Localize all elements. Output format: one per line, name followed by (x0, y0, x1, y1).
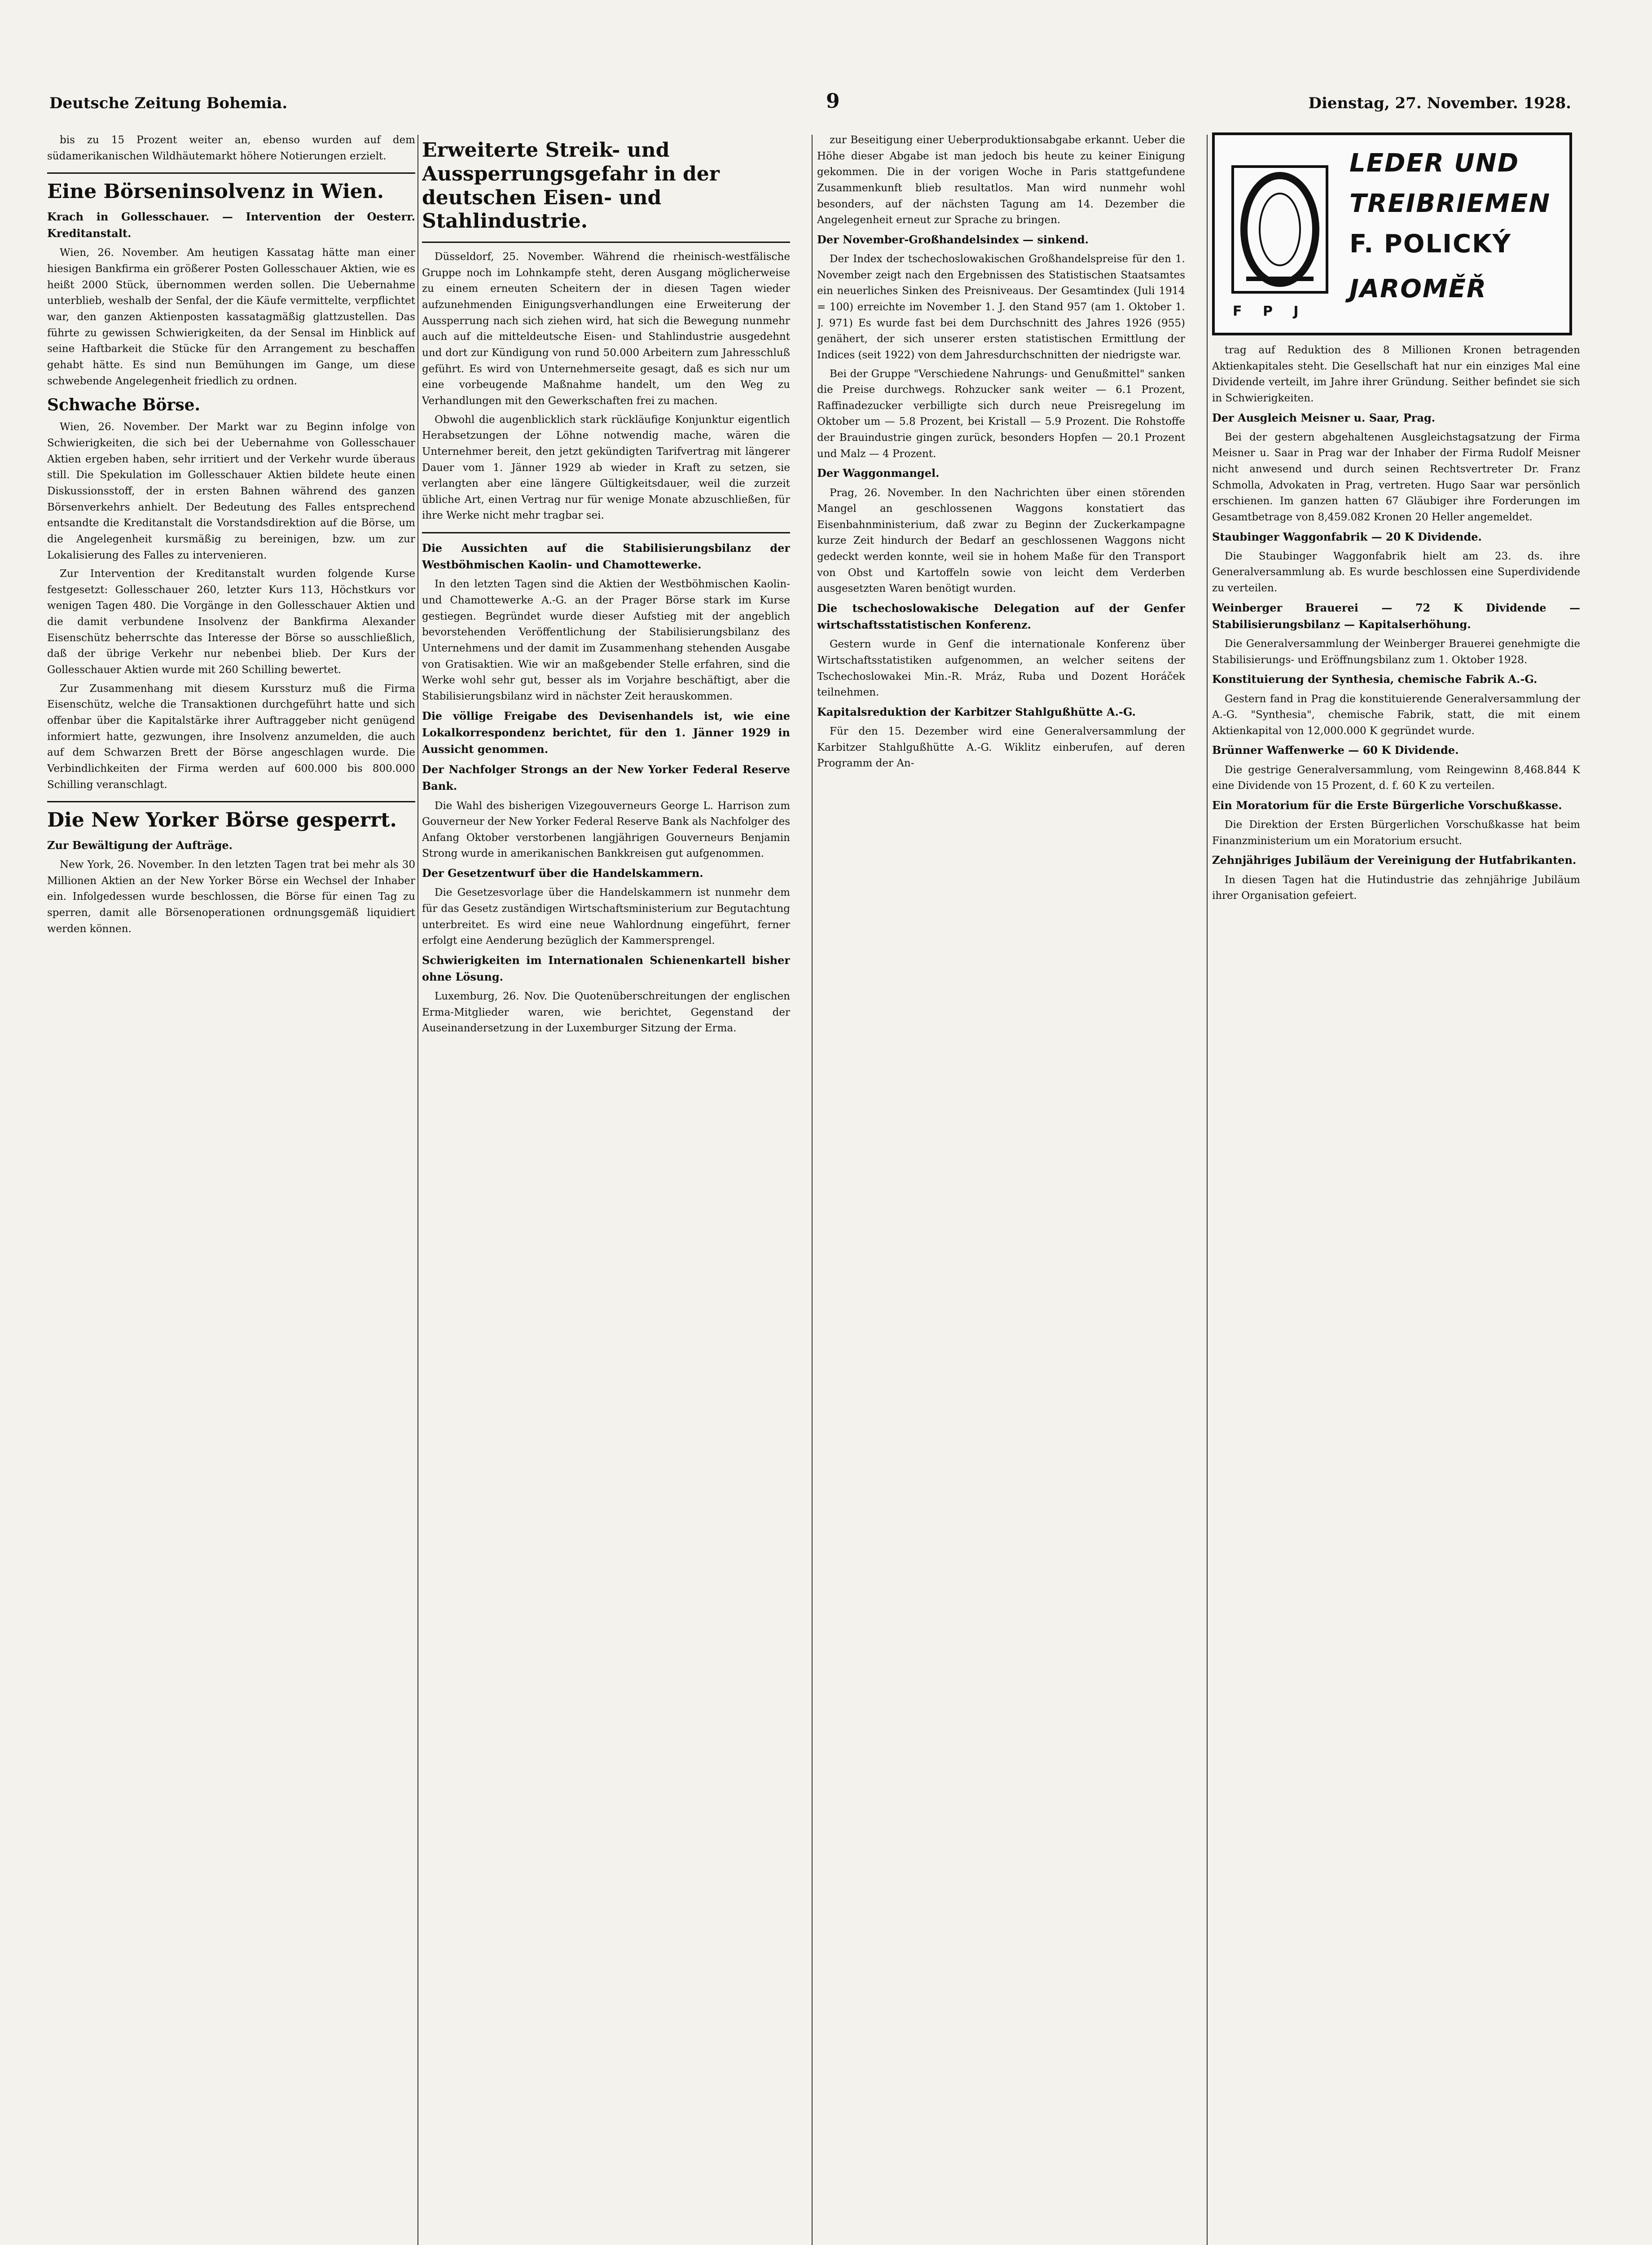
article-body: Bei der gestern abgehaltenen Ausgleichstagsatzung der Firma Meisner u. Saar in Prag war der Inhaber der Firma Rudolf Meisner nicht anwesend und durch seinen Rechtsvertreter Dr. Franz Schmolla, Advokaten in Prag, vertreten. Hugo Saar war persönlich erschienen. Im ganzen hatten 67 Gläubiger ihre Forderungen im Gesamtbetrage von 8,459.082 Kronen 20 Heller angemeldet. (1212, 431, 1580, 523)
headline-waggonmangel: Der Waggonmangel. (817, 467, 940, 480)
column-4 (1212, 132, 1580, 2245)
column-divider (812, 135, 813, 2245)
headline-grosshandelsindex: Der November-Großhandelsindex — sinkend. (817, 233, 1089, 246)
article-body: In den letzten Tagen sind die Aktien der Westböhmischen Kaolin- und Chamottewerke A.-G. an der Prager Börse stark im Kurse gestiegen. Begründet wurde dieser Aufstieg mit der angeblich bevorstehenden Veröffentlichung der Stabilisierungsbilanz des Unternehmens und der damit im Zusammenhang stehenden Ausgabe von Gratisaktien. Wie wir an maßgebender Stelle erfahren, sind die Werke wohl sehr gut, besser als im Vorjahre beschäftigt, aber die Stabilisierungsbilanz wird in nächster Zeit herauskommen. (422, 578, 790, 702)
article-body: Gestern fand in Prag die konstituierende Generalversammlung der A.-G. "Synthesia", chemische Fabrik, statt, die mit einem Aktienkapital von 12,000.000 K gegründet wurde. (1212, 693, 1580, 737)
headline-schwache-boerse: Schwache Börse. (47, 396, 201, 415)
headline-genfer-konferenz: Die tschechoslowakische Delegation auf der Genfer wirtschaftsstatistischen Konferenz. (817, 602, 1185, 632)
column-divider (417, 135, 418, 2245)
article-body: Düsseldorf, 25. November. Während die rheinisch-westfälische Gruppe noch im Lohnkampfe steht, deren Ausgang möglicherweise zu einem erneuten Scheitern der in diesen Tagen wieder aufzunehmenden Einigungsverhandlungen eine Erweiterung der Aussperrung nach sich ziehen wird, hat sich die Bewegung nunmehr auch auf die mitteldeutsche Eisen- und Stahlindustrie ausgedehnt und dort zur Kündigung von rund 50.000 Arbeitern zum Jahresschluß geführt. Es wird von Unternehmerseite gesagt, daß es sich nur um eine vorbeugende Maßnahme handelt, um den Weg zu Verhandlungen mit den Gewerkschaften frei zu machen. (422, 251, 790, 407)
headline-handelskammern: Der Gesetzentwurf über die Handelskammern. (422, 867, 703, 880)
article-body: In diesen Tagen hat die Hutindustrie das zehnjährige Jubiläum ihrer Organisation gefeiert. (1212, 874, 1580, 902)
newspaper-name: Deutsche Zeitung Bohemia. (49, 94, 288, 112)
article-body: Die Wahl des bisherigen Vizegouverneurs George L. Harrison zum Gouverneur der New Yorker Federal Reserve Bank als Nachfolger des Anfang Oktober verstorbenen langjährigen Gouverneurs Benjamin Strong wurde in amerikanischen Bankkreisen gut aufgenommen. (422, 800, 790, 860)
headline-hutfabrikanten: Zehnjähriges Jubiläum der Vereinigung der Hutfabrikanten. (1212, 854, 1577, 867)
article-continuation: bis zu 15 Prozent weiter an, ebenso wurden auf dem südamerikanischen Wildhäutemarkt höhere Notierungen erzielt. (47, 134, 415, 162)
article-body: Obwohl die augenblicklich stark rückläufige Konjunktur eigentlich Herabsetzungen der Löhne notwendig mache, wären die Unternehmer bereit, den jetzt gekündigten Tarifvertrag mit längerer Dauer vom 1. Jänner 1929 ab wieder in Kraft zu setzen, sie verlangten aber eine längere Gültigkeitsdauer, weil die zurzeit übliche Art, einen Vertrag nur für wenige Monate abzuschließen, für ihre Werke nicht mehr tragbar sei. (422, 414, 790, 522)
subheadline: Zur Bewältigung der Aufträge. (47, 838, 233, 852)
page-header (45, 90, 1571, 121)
article-body: New York, 26. November. In den letzten Tagen trat bei mehr als 30 Millionen Aktien an der New Yorker Börse ein Wechsel der Inhaber ein. Infolgedessen wurde beschlossen, die Börse für einen Tag zu sperren, damit alle Börsenoperationen ordnungsgemäß liquidiert werden können. (47, 859, 415, 935)
headline-waggonfabrik: Staubinger Waggonfabrik — 20 K Dividende. (1212, 530, 1482, 543)
issue-date: Dienstag, 27. November. 1928. (1308, 94, 1571, 112)
subheadline: Krach in Gollesschauer. — Intervention der Oesterr. Kreditanstalt. (47, 210, 415, 240)
column-2 (422, 132, 790, 2245)
column-1 (47, 132, 415, 2245)
headline-schienenkartell: Schwierigkeiten im Internationalen Schienenkartell bisher ohne Lösung. (422, 953, 790, 984)
article-body: Die gestrige Generalversammlung, vom Reingewinn 8,468.844 K eine Dividende von 15 Prozent, d. f. 60 K zu verteilen. (1212, 764, 1580, 792)
headline-meisner-saar: Der Ausgleich Meisner u. Saar, Prag. (1212, 411, 1436, 424)
headline-new-yorker-boerse: Die New Yorker Börse gesperrt. (47, 809, 397, 832)
headline-karbitzer-stahlguss: Kapitalsreduktion der Karbitzer Stahlgußhütte A.-G. (817, 705, 1136, 718)
divider (47, 172, 415, 174)
headline-boerseninsolvenz: Eine Börseninsolvenz in Wien. (47, 180, 384, 203)
headline-vorschusskasse: Ein Moratorium für die Erste Bürgerliche Vorschußkasse. (1212, 798, 1562, 812)
article-body: Die Direktion der Ersten Bürgerlichen Vorschußkasse hat beim Finanzministerium um ein Moratorium ersucht. (1212, 819, 1580, 847)
headline-devisenhandel: Die völlige Freigabe des Devisenhandels ist, wie eine Lokalkorrespondenz berichtet, für den 1. Jänner 1929 in Aussicht genommen. (422, 709, 790, 756)
article-body: Zur Intervention der Kreditanstalt wurden folgende Kurse festgesetzt: Gollesschauer 260, letzter Kurs 113, Höchstkurs vor wenigen Tagen 480. Die Vorgänge in den Gollesschauer Aktien und die damit verbundene Insolvenz der Bankfirma Alexander Eisenschütz beherrschte das Interesse der Börse so ausschließlich, daß der übrige Verkehr nur nebenbei blieb. Der Kurs der Gollesschauer Aktien wurde mit 260 Schilling bewertet. (47, 568, 415, 676)
article-body: Wien, 26. November. Am heutigen Kassatag hätte man einer hiesigen Bankfirma ein größerer Posten Gollesschauer Aktien, wie es heißt 2000 Stück, übernommen werden sollen. Die Uebernahme unterblieb, weshalb der Senfal, der die Käufe vermittelte, verpflichtet war, den ganzen Aktienposten kassatagmäßig glattzustellen. Das führte zu gewissen Schwierigkeiten, da der Sensal im Hinblick auf seine Haftbarkeit die Stücke für den Arrangement zu beschaffen gehabt hätte. Es sind nun Bemühungen im Gange, um diese schwebende Angelegenheit friedlich zu ordnen. (47, 247, 415, 387)
advertisement (1212, 132, 1572, 335)
article-body: Gestern wurde in Genf die internationale Konferenz über Wirtschaftsstatistiken aufgenommen, an welcher seitens der Tschechoslowakei Min.-R. Mráz, Ruba und Dozent Horáček teilnehmen. (817, 638, 1185, 699)
headline-waffenwerke: Brünner Waffenwerke — 60 K Dividende. (1212, 744, 1459, 757)
divider (47, 801, 415, 802)
ad-text: LEDER UND (1349, 149, 1520, 178)
headline-weinberger-brauerei: Weinberger Brauerei — 72 K Dividende — Stabilisierungsbilanz — Kapitalserhöhung. (1212, 601, 1580, 631)
ad-text: F. POLICKÝ (1349, 229, 1512, 259)
article-body: Die Gesetzesvorlage über die Handelskammern ist nunmehr dem für das Gesetz zuständigen Wirtschaftsministerium zur Begutachtung unterbreitet. Es wird eine neue Wahlordnung eingeführt, ferner erfolgt eine Aenderung bezüglich der Kammersprengel. (422, 887, 790, 947)
leather-belt-logo-icon (1228, 162, 1331, 297)
article-body: Der Index der tschechoslowakischen Großhandelspreise für den 1. November zeigt nach den Ergebnissen des Statistischen Staatsamtes ein neuerliches Sinken des Preisniveaus. Der Gesamtindex (Juli 1914 = 100) erreichte im November 1. J. den Stand 957 (am 1. Oktober 1. J. 971) Es wurde fast bei dem Durchschnitt des Jahres 1926 (955) genähert, der sich unserer ersten statistischen Ermittlung der Indices (seit 1922) von dem Jahresdurchschnitten der niedrigste war. (817, 253, 1185, 361)
article-body: Die Staubinger Waggonfabrik hielt am 23. ds. ihre Generalversammlung ab. Es wurde beschlossen eine Superdividende zu verteilen. (1212, 550, 1580, 594)
article-body: Wien, 26. November. Der Markt war zu Beginn infolge von Schwierigkeiten, die sich bei der Uebernahme von Gollesschauer Aktien ergeben haben, sehr irritiert und der Verkehr wurde überaus still. Die Spekulation im Gollesschauer Aktien bildete heute einen Diskussionsstoff, der in ersten Bahnen während des ganzen Börsenverkehrs anhielt. Der Bedeutung des Falles entsprechend entsandte die Kreditanstalt die Vorstandsdirektion auf die Börse, um die Angelegenheit kursmäßig zu bereinigen, bzw. um zur Lokalisierung des Falles zu intervenieren. (47, 421, 415, 561)
headline-synthesia: Konstituierung der Synthesia, chemische Fabrik A.-G. (1212, 673, 1538, 686)
ad-text: TREIBRIEMEN (1349, 189, 1551, 218)
column-divider (1207, 135, 1208, 2245)
article-body: Bei der Gruppe "Verschiedene Nahrungs- und Genußmittel" sanken die Preise durchwegs. Rohzucker sank weiter — 6.1 Prozent, Raffinadezucker verbilligte sich durch neue Preisregelung im Oktober um — 5.8 Prozent, bei Kristall — 5.9 Prozent. Die Rohstoffe der Brauindustrie gingen zurück, besonders Hopfen — 20.1 Prozent und Malz — 4 Prozent. (817, 368, 1185, 460)
article-body: Die Generalversammlung der Weinberger Brauerei genehmigte die Stabilisierungs- und Eröffnungsbilanz zum 1. Oktober 1928. (1212, 638, 1580, 666)
article-body: Prag, 26. November. In den Nachrichten über einen störenden Mangel an geschlossenen Waggons konstatiert das Eisenbahnministerium, daß zwar zu Beginn der Zuckerkampagne kurze Zeit hindurch der Bedarf an geschlossenen Waggons nicht gedeckt werden konnte, weil sie in hohem Maße für den Transport von Obst und Kartoffeln sowie von leicht dem Verderben ausgesetzten Waren benötigt wurden. (817, 487, 1185, 595)
article-continuation: zur Beseitigung einer Ueberproduktionsabgabe erkannt. Ueber die Höhe dieser Abgabe ist man jedoch bis heute zu keiner Einigung gekommen. Die in der vorigen Woche in Paris stattgefundene Zusammenkunft blieb resultatlos. Man wird nunmehr wohl besonders, auf der nächsten Tagung am 14. Dezember die Angelegenheit erneut zur Sprache zu bringen. (817, 134, 1185, 226)
headline-streikgefahr: Erweiterte Streik- und Aussperrungsgefahr in der deutschen Eisen- und Stahlindustrie. (422, 139, 720, 233)
article-body: Zur Zusammenhang mit diesem Kurssturz muß die Firma Eisenschütz, welche die Transaktionen durchgeführt hatte und sich offenbar über die Kapitalstärke ihrer Auftraggeber nicht genügend informiert hatte, gezwungen, ihre Insolvenz anzumelden, die auch auf dem Schwarzen Brett der Börse angeschlagen wurde. Die Verbindlichkeiten der Firma werden auf 600.000 bis 800.000 Schilling veranschlagt. (47, 682, 415, 791)
ad-text: JAROMĚŘ (1349, 274, 1487, 304)
page-number: 9 (826, 90, 840, 113)
article-body: Luxemburg, 26. Nov. Die Quotenüberschreitungen der englischen Erma-Mitglieder waren, wie berichtet, Gegenstand der Auseinandersetzung in der Luxemburger Sitzung der Erma. (422, 990, 790, 1034)
article-body: Für den 15. Dezember wird eine Generalversammlung der Karbitzer Stahlgußhütte A.-G. Wiklitz einberufen, auf deren Programm der An- (817, 726, 1185, 770)
headline-federal-reserve: Der Nachfolger Strongs an der New Yorker Federal Reserve Bank. (422, 763, 790, 793)
divider (422, 532, 790, 533)
article-continuation: trag auf Reduktion des 8 Millionen Kronen betragenden Aktienkapitales steht. Die Gesellschaft hat nur ein einziges Mal eine Dividende verteilt, im Jahre ihrer Gründung. Seither befindet sie sich in Schwierigkeiten. (1212, 344, 1580, 404)
ad-initials: F P J (1233, 304, 1307, 319)
divider (422, 242, 790, 243)
column-3 (817, 132, 1185, 2245)
headline-kaolinwerke: Die Aussichten auf die Stabilisierungsbilanz der Westböhmischen Kaolin- und Chamottewerke. (422, 541, 790, 572)
